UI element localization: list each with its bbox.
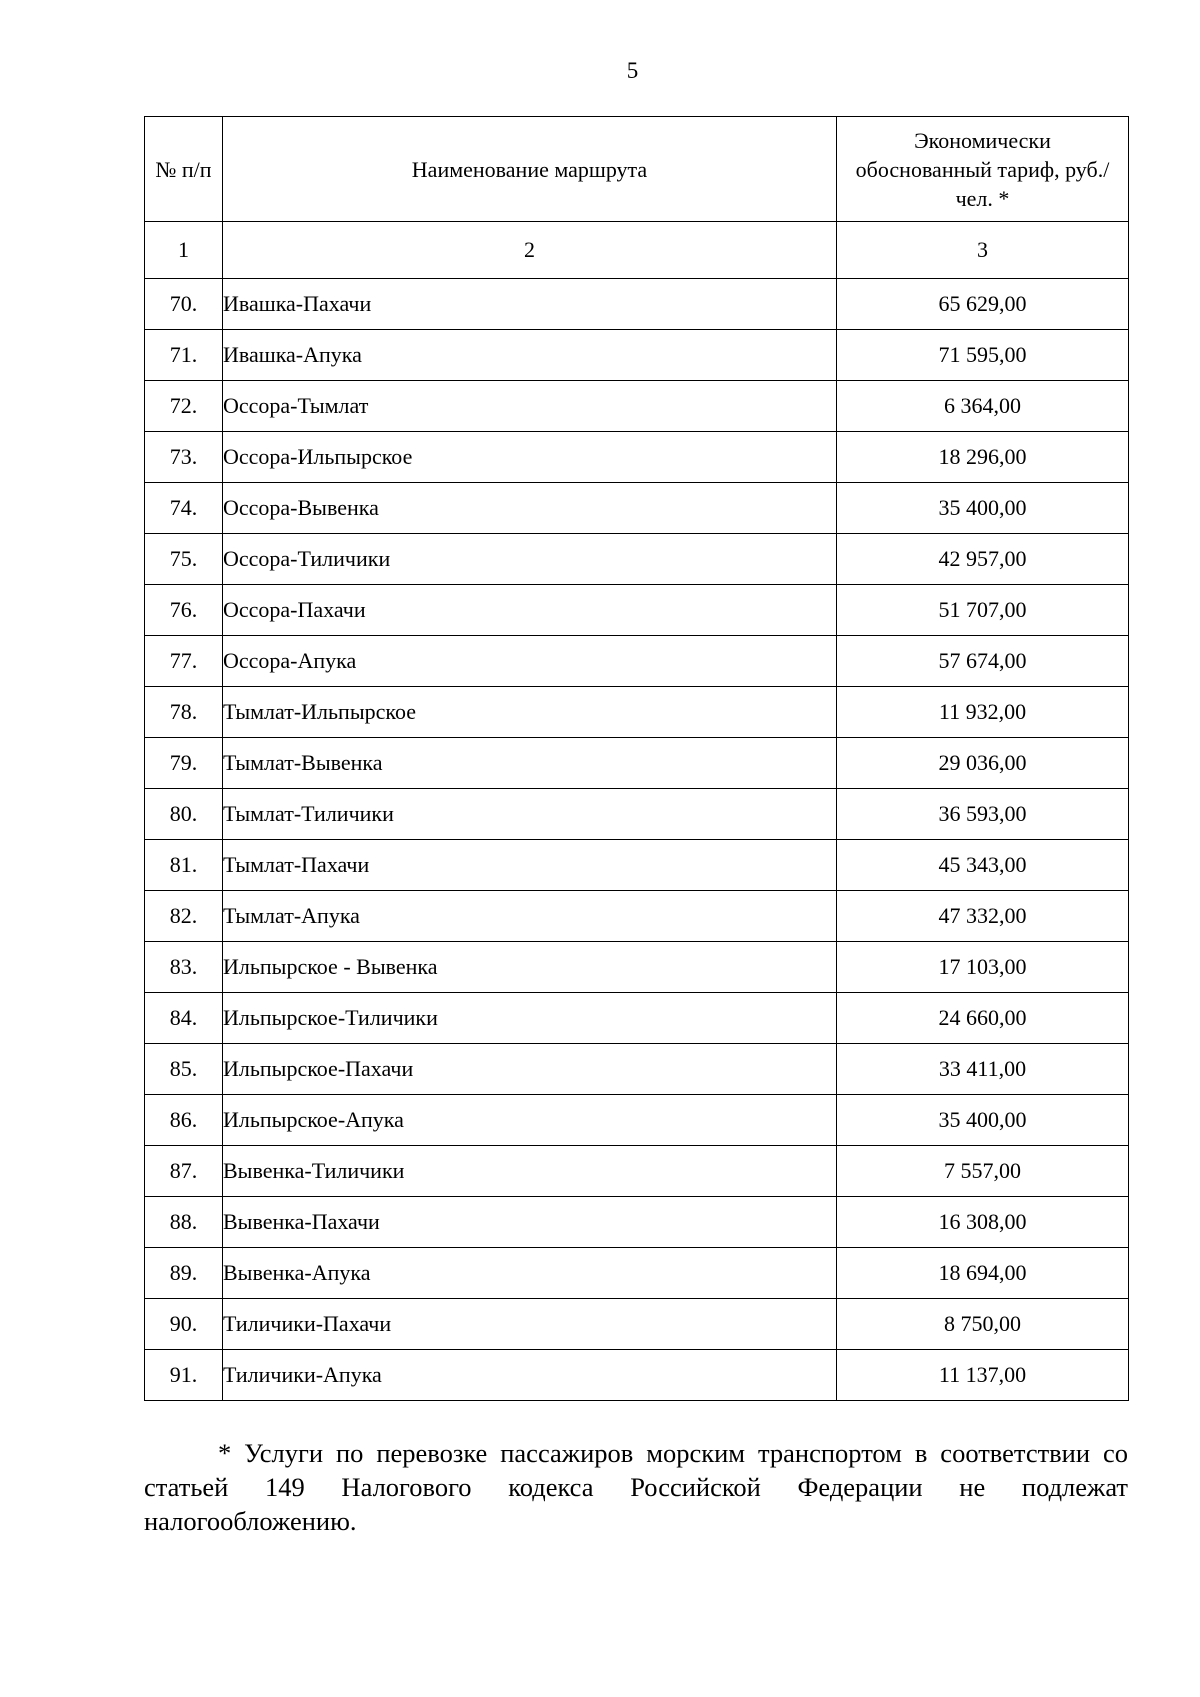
route-name: Ивашка-Апука <box>223 330 837 381</box>
row-number: 87. <box>145 1146 223 1197</box>
route-name: Ильпырское-Апука <box>223 1095 837 1146</box>
row-number: 84. <box>145 993 223 1044</box>
table-row <box>145 1248 1129 1299</box>
table-row <box>145 432 1129 483</box>
route-name: Ильпырское - Вывенка <box>223 942 837 993</box>
row-number: 83. <box>145 942 223 993</box>
table-column-index-row <box>145 222 1129 279</box>
table-row <box>145 1095 1129 1146</box>
row-number: 78. <box>145 687 223 738</box>
route-name: Вывенка-Апука <box>223 1248 837 1299</box>
table-row <box>145 636 1129 687</box>
tariff-value: 7 557,00 <box>837 1146 1129 1197</box>
header-tariff-text: Экономически обоснованный тариф, руб./чел. * <box>855 127 1110 211</box>
table-header-row <box>145 117 1129 222</box>
tariff-value: 35 400,00 <box>837 1095 1129 1146</box>
table-row <box>145 891 1129 942</box>
row-number: 76. <box>145 585 223 636</box>
row-number: 89. <box>145 1248 223 1299</box>
tariff-value: 45 343,00 <box>837 840 1129 891</box>
row-number: 70. <box>145 279 223 330</box>
route-name: Тымлат-Ильпырское <box>223 687 837 738</box>
route-name: Оссора-Пахачи <box>223 585 837 636</box>
route-name: Оссора-Ильпырское <box>223 432 837 483</box>
column-index-2: 2 <box>223 222 837 279</box>
tariff-value: 16 308,00 <box>837 1197 1129 1248</box>
table-row <box>145 279 1129 330</box>
header-number: № п/п <box>145 117 223 222</box>
row-number: 81. <box>145 840 223 891</box>
tariff-value: 51 707,00 <box>837 585 1129 636</box>
table-row <box>145 942 1129 993</box>
table-row <box>145 789 1129 840</box>
header-tariff <box>837 117 1129 222</box>
route-name: Вывенка-Пахачи <box>223 1197 837 1248</box>
route-name: Тымлат-Пахачи <box>223 840 837 891</box>
tariff-value: 65 629,00 <box>837 279 1129 330</box>
tariff-value: 17 103,00 <box>837 942 1129 993</box>
row-number: 90. <box>145 1299 223 1350</box>
page-number: 5 <box>626 58 639 83</box>
route-name: Тымлат-Апука <box>223 891 837 942</box>
route-name: Ильпырское-Тиличики <box>223 993 837 1044</box>
route-name: Ивашка-Пахачи <box>223 279 837 330</box>
column-index-3: 3 <box>837 222 1129 279</box>
tariff-value: 6 364,00 <box>837 381 1129 432</box>
row-number: 74. <box>145 483 223 534</box>
route-name: Оссора-Тымлат <box>223 381 837 432</box>
row-number: 80. <box>145 789 223 840</box>
table-row <box>145 738 1129 789</box>
table-row <box>145 585 1129 636</box>
row-number: 77. <box>145 636 223 687</box>
route-name: Ильпырское-Пахачи <box>223 1044 837 1095</box>
row-number: 85. <box>145 1044 223 1095</box>
route-name: Тиличики-Пахачи <box>223 1299 837 1350</box>
route-name: Тиличики-Апука <box>223 1350 837 1401</box>
tariff-value: 29 036,00 <box>837 738 1129 789</box>
route-name: Оссора-Вывенка <box>223 483 837 534</box>
tariff-value: 71 595,00 <box>837 330 1129 381</box>
row-number: 79. <box>145 738 223 789</box>
column-index-1: 1 <box>145 222 223 279</box>
row-number: 75. <box>145 534 223 585</box>
route-name: Вывенка-Тиличики <box>223 1146 837 1197</box>
row-number: 88. <box>145 1197 223 1248</box>
tariff-value: 18 296,00 <box>837 432 1129 483</box>
table-row <box>145 1197 1129 1248</box>
route-name: Тымлат-Тиличики <box>223 789 837 840</box>
table-row <box>145 1146 1129 1197</box>
row-number: 91. <box>145 1350 223 1401</box>
tariff-value: 8 750,00 <box>837 1299 1129 1350</box>
route-name: Оссора-Апука <box>223 636 837 687</box>
tariff-value: 47 332,00 <box>837 891 1129 942</box>
table-row <box>145 1044 1129 1095</box>
table-row <box>145 381 1129 432</box>
footnote-text: * Услуги по перевозке пассажиров морским транспортом в соответствии со статьей 149 Налогового кодекса Российской Федерации не подлежат налогообложению. <box>144 1438 1128 1536</box>
table-row <box>145 483 1129 534</box>
table-row <box>145 840 1129 891</box>
table-row <box>145 330 1129 381</box>
table-row <box>145 534 1129 585</box>
header-route-name: Наименование маршрута <box>223 117 837 222</box>
tariff-value: 24 660,00 <box>837 993 1129 1044</box>
tariff-value: 18 694,00 <box>837 1248 1129 1299</box>
tariff-value: 35 400,00 <box>837 483 1129 534</box>
tariff-value: 11 137,00 <box>837 1350 1129 1401</box>
tariff-value: 33 411,00 <box>837 1044 1129 1095</box>
row-number: 73. <box>145 432 223 483</box>
tariff-value: 57 674,00 <box>837 636 1129 687</box>
route-name: Оссора-Тиличики <box>223 534 837 585</box>
tariff-value: 42 957,00 <box>837 534 1129 585</box>
table-row <box>145 687 1129 738</box>
table-row <box>145 1350 1129 1401</box>
row-number: 71. <box>145 330 223 381</box>
route-name: Тымлат-Вывенка <box>223 738 837 789</box>
table-row <box>145 1299 1129 1350</box>
table-body <box>145 279 1129 1401</box>
row-number: 72. <box>145 381 223 432</box>
row-number: 86. <box>145 1095 223 1146</box>
tariff-table <box>144 116 1129 1401</box>
table-row <box>145 993 1129 1044</box>
tariff-value: 11 932,00 <box>837 687 1129 738</box>
tariff-value: 36 593,00 <box>837 789 1129 840</box>
row-number: 82. <box>145 891 223 942</box>
footnote <box>144 1436 1128 1538</box>
